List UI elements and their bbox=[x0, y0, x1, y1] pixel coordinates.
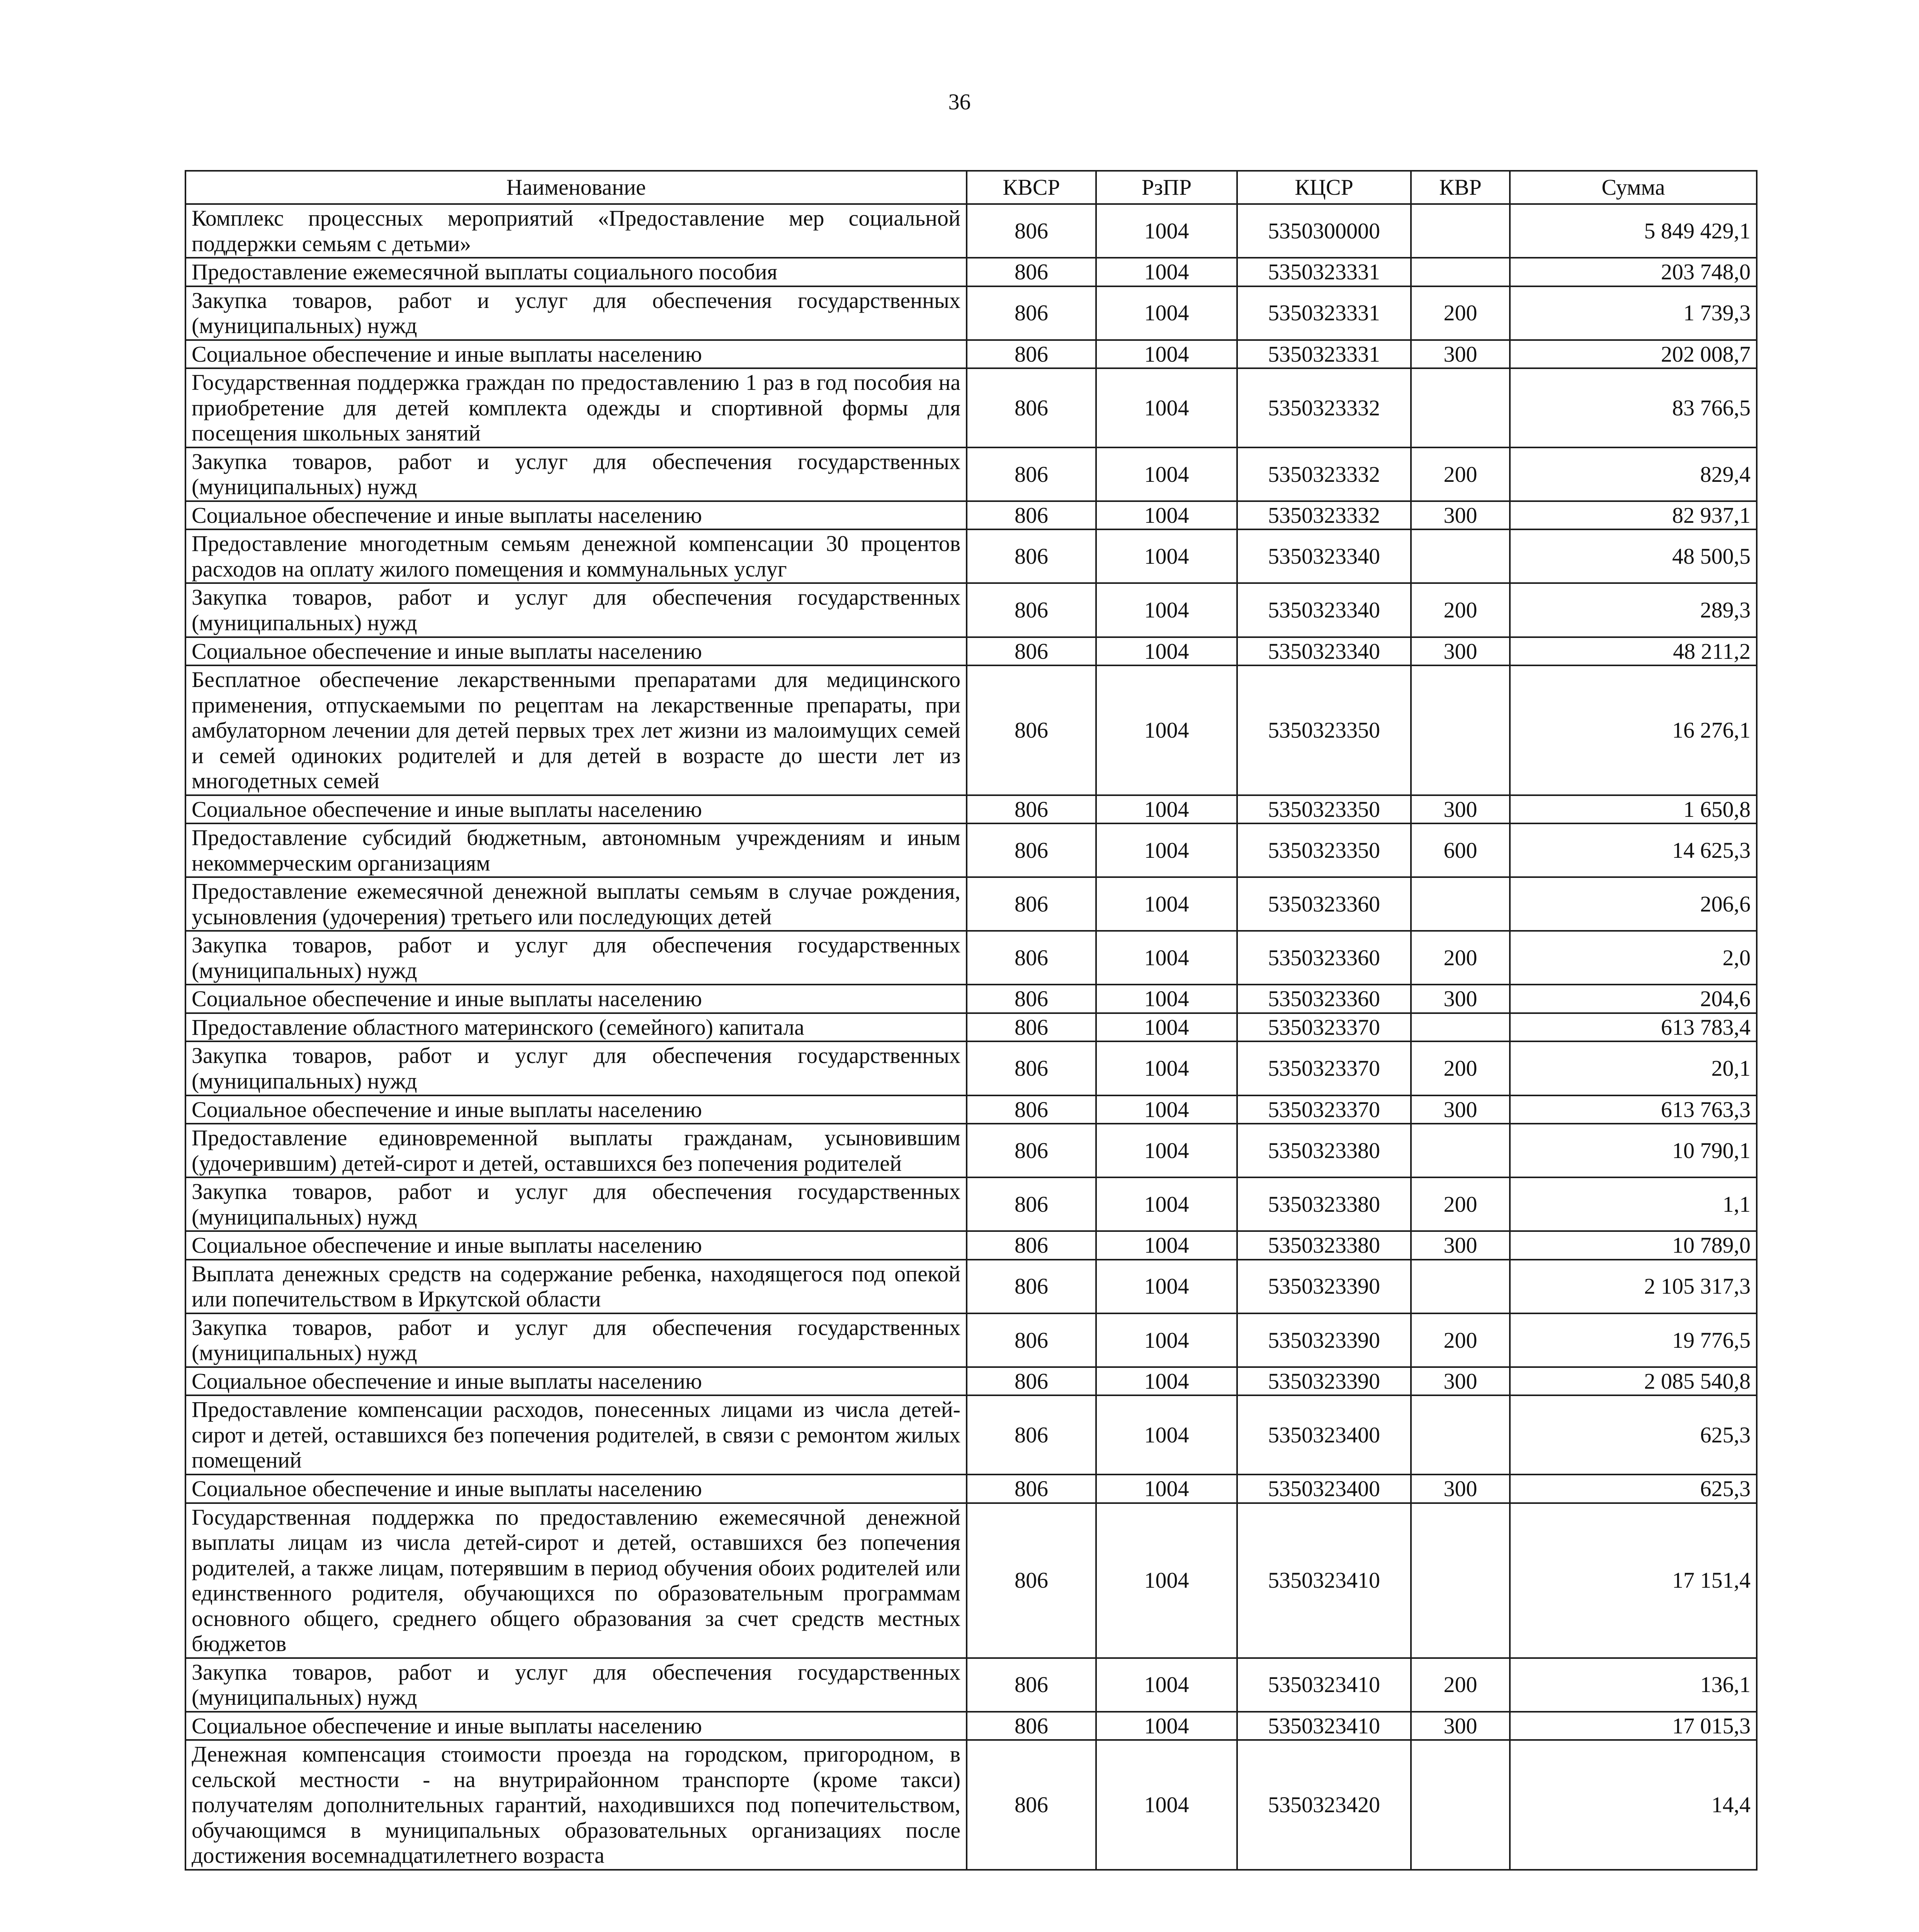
row-kvr bbox=[1411, 1740, 1510, 1870]
row-kvr: 200 bbox=[1411, 931, 1510, 985]
row-kcsr: 5350323331 bbox=[1237, 340, 1411, 369]
row-kvsr: 806 bbox=[967, 286, 1096, 340]
row-rzpr: 1004 bbox=[1096, 368, 1237, 447]
row-kvsr: 806 bbox=[967, 1475, 1096, 1503]
row-name: Предоставление ежемесячной денежной выплаты семьям в случае рождения, усыновления (удочерения) третьего или последующих детей bbox=[185, 877, 967, 931]
row-kcsr: 5350323340 bbox=[1237, 637, 1411, 666]
row-kvsr: 806 bbox=[967, 1367, 1096, 1396]
header-kvsr: КВСР bbox=[967, 171, 1096, 204]
row-sum: 289,3 bbox=[1510, 583, 1757, 637]
row-name: Социальное обеспечение и иные выплаты населению bbox=[185, 1367, 967, 1396]
row-kvr: 300 bbox=[1411, 1475, 1510, 1503]
row-kcsr: 5350323360 bbox=[1237, 931, 1411, 985]
row-rzpr: 1004 bbox=[1096, 1124, 1237, 1177]
row-sum: 20,1 bbox=[1510, 1041, 1757, 1095]
row-rzpr: 1004 bbox=[1096, 1313, 1237, 1367]
row-sum: 82 937,1 bbox=[1510, 501, 1757, 530]
row-kvr bbox=[1411, 1395, 1510, 1475]
row-kvr bbox=[1411, 1124, 1510, 1177]
row-name: Денежная компенсация стоимости проезда на городском, пригородном, в сельской местности - на внутрирайонном транспорте (кроме такси) получателям дополнительных гарантий, находившихся под попечительством, обучающимся в муниципальных образовательных организациях после достижения восемнадцатилетнего возраста bbox=[185, 1740, 967, 1870]
row-kvr: 300 bbox=[1411, 1367, 1510, 1396]
row-kvr: 300 bbox=[1411, 1712, 1510, 1740]
row-kcsr: 5350323350 bbox=[1237, 795, 1411, 824]
row-sum: 202 008,7 bbox=[1510, 340, 1757, 369]
row-rzpr: 1004 bbox=[1096, 1095, 1237, 1124]
table-row bbox=[185, 985, 1757, 1013]
row-rzpr: 1004 bbox=[1096, 665, 1237, 795]
row-kcsr: 5350323420 bbox=[1237, 1740, 1411, 1870]
table-row bbox=[185, 665, 1757, 795]
table-row bbox=[185, 340, 1757, 369]
table-row bbox=[185, 931, 1757, 985]
header-sum: Сумма bbox=[1510, 171, 1757, 204]
table-row bbox=[185, 1231, 1757, 1260]
row-kcsr: 5350323410 bbox=[1237, 1658, 1411, 1712]
row-kvsr: 806 bbox=[967, 1041, 1096, 1095]
row-kvsr: 806 bbox=[967, 1503, 1096, 1658]
row-name: Выплата денежных средств на содержание ребенка, находящегося под опекой или попечительством в Иркутской области bbox=[185, 1260, 967, 1313]
row-kvsr: 806 bbox=[967, 985, 1096, 1013]
row-name: Закупка товаров, работ и услуг для обеспечения государственных (муниципальных) нужд bbox=[185, 1177, 967, 1231]
row-kcsr: 5350323360 bbox=[1237, 985, 1411, 1013]
row-rzpr: 1004 bbox=[1096, 340, 1237, 369]
row-kvr bbox=[1411, 877, 1510, 931]
table-row bbox=[185, 583, 1757, 637]
table-row bbox=[185, 1313, 1757, 1367]
row-kvr bbox=[1411, 368, 1510, 447]
row-kvr bbox=[1411, 665, 1510, 795]
row-sum: 625,3 bbox=[1510, 1475, 1757, 1503]
page-number: 36 bbox=[948, 89, 971, 114]
table-row bbox=[185, 1177, 1757, 1231]
row-sum: 48 500,5 bbox=[1510, 529, 1757, 583]
row-name: Предоставление областного материнского (семейного) капитала bbox=[185, 1013, 967, 1042]
row-name: Закупка товаров, работ и услуг для обеспечения государственных (муниципальных) нужд bbox=[185, 1658, 967, 1712]
row-kvsr: 806 bbox=[967, 637, 1096, 666]
row-kcsr: 5350323410 bbox=[1237, 1712, 1411, 1740]
table-row bbox=[185, 286, 1757, 340]
table-row bbox=[185, 447, 1757, 501]
row-sum: 613 763,3 bbox=[1510, 1095, 1757, 1124]
table-row bbox=[185, 1475, 1757, 1503]
row-kcsr: 5350323350 bbox=[1237, 823, 1411, 877]
row-kcsr: 5350323332 bbox=[1237, 447, 1411, 501]
row-rzpr: 1004 bbox=[1096, 1740, 1237, 1870]
row-name: Социальное обеспечение и иные выплаты населению bbox=[185, 637, 967, 666]
row-kcsr: 5350323370 bbox=[1237, 1095, 1411, 1124]
table-row bbox=[185, 823, 1757, 877]
row-kvr: 300 bbox=[1411, 985, 1510, 1013]
row-kcsr: 5350323410 bbox=[1237, 1503, 1411, 1658]
row-kvr: 200 bbox=[1411, 1313, 1510, 1367]
row-rzpr: 1004 bbox=[1096, 985, 1237, 1013]
row-name: Бесплатное обеспечение лекарственными препаратами для медицинского применения, отпускаемыми по рецептам на лекарственные препараты, при амбулаторном лечении для детей первых трех лет жизни из малоимущих семей и семей одиноких родителей и для детей в возрасте до шести лет из многодетных семей bbox=[185, 665, 967, 795]
row-kvsr: 806 bbox=[967, 1658, 1096, 1712]
row-kvr: 200 bbox=[1411, 1041, 1510, 1095]
row-kcsr: 5350323350 bbox=[1237, 665, 1411, 795]
row-sum: 136,1 bbox=[1510, 1658, 1757, 1712]
row-name: Комплекс процессных мероприятий «Предоставление мер социальной поддержки семьям с детьми» bbox=[185, 204, 967, 258]
row-kcsr: 5350323360 bbox=[1237, 877, 1411, 931]
table-row bbox=[185, 1124, 1757, 1177]
row-kvr bbox=[1411, 1260, 1510, 1313]
row-sum: 14 625,3 bbox=[1510, 823, 1757, 877]
row-rzpr: 1004 bbox=[1096, 1475, 1237, 1503]
row-kvr: 200 bbox=[1411, 447, 1510, 501]
table-body bbox=[185, 204, 1757, 1870]
row-kvr bbox=[1411, 1013, 1510, 1042]
row-kvr bbox=[1411, 204, 1510, 258]
header-rzpr: РзПР bbox=[1096, 171, 1237, 204]
row-kcsr: 5350323331 bbox=[1237, 286, 1411, 340]
row-kvsr: 806 bbox=[967, 447, 1096, 501]
row-rzpr: 1004 bbox=[1096, 1013, 1237, 1042]
row-name: Предоставление ежемесячной выплаты социального пособия bbox=[185, 258, 967, 286]
row-name: Закупка товаров, работ и услуг для обеспечения государственных (муниципальных) нужд bbox=[185, 447, 967, 501]
row-sum: 17 151,4 bbox=[1510, 1503, 1757, 1658]
row-rzpr: 1004 bbox=[1096, 529, 1237, 583]
row-name: Закупка товаров, работ и услуг для обеспечения государственных (муниципальных) нужд bbox=[185, 583, 967, 637]
row-kvsr: 806 bbox=[967, 501, 1096, 530]
row-name: Социальное обеспечение и иные выплаты населению bbox=[185, 1231, 967, 1260]
row-kcsr: 5350323332 bbox=[1237, 368, 1411, 447]
row-kcsr: 5350323370 bbox=[1237, 1041, 1411, 1095]
row-kcsr: 5350323390 bbox=[1237, 1260, 1411, 1313]
row-sum: 206,6 bbox=[1510, 877, 1757, 931]
row-rzpr: 1004 bbox=[1096, 1260, 1237, 1313]
row-kvr: 200 bbox=[1411, 1177, 1510, 1231]
row-kvsr: 806 bbox=[967, 1095, 1096, 1124]
table-row bbox=[185, 1013, 1757, 1042]
row-kcsr: 5350323332 bbox=[1237, 501, 1411, 530]
row-name: Социальное обеспечение и иные выплаты населению bbox=[185, 340, 967, 369]
row-sum: 19 776,5 bbox=[1510, 1313, 1757, 1367]
table-row bbox=[185, 637, 1757, 666]
row-rzpr: 1004 bbox=[1096, 447, 1237, 501]
row-name: Социальное обеспечение и иные выплаты населению bbox=[185, 501, 967, 530]
row-sum: 2 085 540,8 bbox=[1510, 1367, 1757, 1396]
row-name: Закупка товаров, работ и услуг для обеспечения государственных (муниципальных) нужд bbox=[185, 1041, 967, 1095]
row-sum: 1 650,8 bbox=[1510, 795, 1757, 824]
row-name: Социальное обеспечение и иные выплаты населению bbox=[185, 1712, 967, 1740]
row-kcsr: 5350323400 bbox=[1237, 1475, 1411, 1503]
row-kcsr: 5350323331 bbox=[1237, 258, 1411, 286]
row-kvr bbox=[1411, 258, 1510, 286]
row-kvsr: 806 bbox=[967, 877, 1096, 931]
row-rzpr: 1004 bbox=[1096, 823, 1237, 877]
header-name: Наименование bbox=[185, 171, 967, 204]
row-sum: 16 276,1 bbox=[1510, 665, 1757, 795]
row-kvsr: 806 bbox=[967, 1740, 1096, 1870]
row-rzpr: 1004 bbox=[1096, 583, 1237, 637]
table-row bbox=[185, 1367, 1757, 1396]
table-row bbox=[185, 204, 1757, 258]
row-sum: 1 739,3 bbox=[1510, 286, 1757, 340]
row-kvsr: 806 bbox=[967, 583, 1096, 637]
table-row bbox=[185, 1095, 1757, 1124]
row-kvsr: 806 bbox=[967, 529, 1096, 583]
row-rzpr: 1004 bbox=[1096, 1231, 1237, 1260]
row-name: Закупка товаров, работ и услуг для обеспечения государственных (муниципальных) нужд bbox=[185, 931, 967, 985]
row-sum: 829,4 bbox=[1510, 447, 1757, 501]
row-sum: 625,3 bbox=[1510, 1395, 1757, 1475]
row-kvr: 300 bbox=[1411, 637, 1510, 666]
row-kvsr: 806 bbox=[967, 795, 1096, 824]
row-sum: 17 015,3 bbox=[1510, 1712, 1757, 1740]
budget-table bbox=[185, 170, 1758, 1871]
row-kvsr: 806 bbox=[967, 258, 1096, 286]
row-kvsr: 806 bbox=[967, 1313, 1096, 1367]
table-row bbox=[185, 368, 1757, 447]
row-kcsr: 5350323340 bbox=[1237, 583, 1411, 637]
row-name: Социальное обеспечение и иные выплаты населению bbox=[185, 795, 967, 824]
row-kvr: 200 bbox=[1411, 583, 1510, 637]
row-kvsr: 806 bbox=[967, 1177, 1096, 1231]
row-kvsr: 806 bbox=[967, 1013, 1096, 1042]
row-rzpr: 1004 bbox=[1096, 1041, 1237, 1095]
row-kvr: 200 bbox=[1411, 286, 1510, 340]
row-kvr: 300 bbox=[1411, 340, 1510, 369]
row-rzpr: 1004 bbox=[1096, 1177, 1237, 1231]
row-rzpr: 1004 bbox=[1096, 204, 1237, 258]
row-name: Закупка товаров, работ и услуг для обеспечения государственных (муниципальных) нужд bbox=[185, 286, 967, 340]
table-row bbox=[185, 501, 1757, 530]
row-rzpr: 1004 bbox=[1096, 795, 1237, 824]
row-kvsr: 806 bbox=[967, 823, 1096, 877]
row-sum: 5 849 429,1 bbox=[1510, 204, 1757, 258]
row-kvr: 200 bbox=[1411, 1658, 1510, 1712]
row-kcsr: 5350300000 bbox=[1237, 204, 1411, 258]
row-kvr: 300 bbox=[1411, 501, 1510, 530]
row-rzpr: 1004 bbox=[1096, 1712, 1237, 1740]
row-kvr bbox=[1411, 1503, 1510, 1658]
row-sum: 1,1 bbox=[1510, 1177, 1757, 1231]
table-row bbox=[185, 1740, 1757, 1870]
row-sum: 613 783,4 bbox=[1510, 1013, 1757, 1042]
row-kvr bbox=[1411, 529, 1510, 583]
row-name: Предоставление компенсации расходов, понесенных лицами из числа детей-сирот и детей, оставшихся без попечения родителей, в связи с ремонтом жилых помещений bbox=[185, 1395, 967, 1475]
table-row bbox=[185, 1712, 1757, 1740]
row-name: Социальное обеспечение и иные выплаты населению bbox=[185, 1475, 967, 1503]
row-kvsr: 806 bbox=[967, 665, 1096, 795]
row-name: Государственная поддержка по предоставлению ежемесячной денежной выплаты лицам из числа детей-сирот и детей, оставшихся без попечения родителей, а также лицам, потерявшим в период обучения обоих родителей или единственного родителя, обучающихся по образовательным программам основного общего, среднего общего образования за счет средств местных бюджетов bbox=[185, 1503, 967, 1658]
row-sum: 10 790,1 bbox=[1510, 1124, 1757, 1177]
row-name: Государственная поддержка граждан по предоставлению 1 раз в год пособия на приобретение для детей комплекта одежды и спортивной формы для посещения школьных занятий bbox=[185, 368, 967, 447]
row-kvsr: 806 bbox=[967, 1124, 1096, 1177]
row-kvsr: 806 bbox=[967, 1260, 1096, 1313]
row-kvsr: 806 bbox=[967, 340, 1096, 369]
header-kvr: КВР bbox=[1411, 171, 1510, 204]
table-row bbox=[185, 877, 1757, 931]
row-kvsr: 806 bbox=[967, 931, 1096, 985]
row-rzpr: 1004 bbox=[1096, 258, 1237, 286]
row-kvsr: 806 bbox=[967, 204, 1096, 258]
row-kcsr: 5350323340 bbox=[1237, 529, 1411, 583]
table-row bbox=[185, 1395, 1757, 1475]
row-kcsr: 5350323380 bbox=[1237, 1124, 1411, 1177]
table-header bbox=[185, 171, 1757, 204]
row-name: Предоставление многодетным семьям денежной компенсации 30 процентов расходов на оплату жилого помещения и коммунальных услуг bbox=[185, 529, 967, 583]
row-rzpr: 1004 bbox=[1096, 1395, 1237, 1475]
row-kvr: 300 bbox=[1411, 1231, 1510, 1260]
row-kvsr: 806 bbox=[967, 1712, 1096, 1740]
table-row bbox=[185, 1503, 1757, 1658]
row-rzpr: 1004 bbox=[1096, 1367, 1237, 1396]
table-row bbox=[185, 529, 1757, 583]
row-name: Социальное обеспечение и иные выплаты населению bbox=[185, 985, 967, 1013]
table-row bbox=[185, 795, 1757, 824]
row-kcsr: 5350323390 bbox=[1237, 1367, 1411, 1396]
header-kcsr: КЦСР bbox=[1237, 171, 1411, 204]
row-rzpr: 1004 bbox=[1096, 637, 1237, 666]
row-rzpr: 1004 bbox=[1096, 286, 1237, 340]
row-name: Социальное обеспечение и иные выплаты населению bbox=[185, 1095, 967, 1124]
row-kcsr: 5350323380 bbox=[1237, 1177, 1411, 1231]
row-rzpr: 1004 bbox=[1096, 1658, 1237, 1712]
row-sum: 2,0 bbox=[1510, 931, 1757, 985]
row-rzpr: 1004 bbox=[1096, 501, 1237, 530]
row-kvsr: 806 bbox=[967, 1231, 1096, 1260]
table-row bbox=[185, 1041, 1757, 1095]
row-name: Предоставление единовременной выплаты гражданам, усыновившим (удочерившим) детей-сирот и детей, оставшихся без попечения родителей bbox=[185, 1124, 967, 1177]
row-kvr: 600 bbox=[1411, 823, 1510, 877]
row-sum: 203 748,0 bbox=[1510, 258, 1757, 286]
row-kcsr: 5350323370 bbox=[1237, 1013, 1411, 1042]
row-sum: 2 105 317,3 bbox=[1510, 1260, 1757, 1313]
table-row bbox=[185, 1658, 1757, 1712]
row-rzpr: 1004 bbox=[1096, 877, 1237, 931]
row-name: Закупка товаров, работ и услуг для обеспечения государственных (муниципальных) нужд bbox=[185, 1313, 967, 1367]
header-row bbox=[185, 171, 1757, 204]
row-kcsr: 5350323400 bbox=[1237, 1395, 1411, 1475]
row-kvsr: 806 bbox=[967, 1395, 1096, 1475]
row-kvr: 300 bbox=[1411, 1095, 1510, 1124]
row-sum: 83 766,5 bbox=[1510, 368, 1757, 447]
row-sum: 48 211,2 bbox=[1510, 637, 1757, 666]
table-row bbox=[185, 258, 1757, 286]
row-kvsr: 806 bbox=[967, 368, 1096, 447]
row-kvr: 300 bbox=[1411, 795, 1510, 824]
row-rzpr: 1004 bbox=[1096, 931, 1237, 985]
row-name: Предоставление субсидий бюджетным, автономным учреждениям и иным некоммерческим организациям bbox=[185, 823, 967, 877]
row-kcsr: 5350323380 bbox=[1237, 1231, 1411, 1260]
row-sum: 10 789,0 bbox=[1510, 1231, 1757, 1260]
row-kcsr: 5350323390 bbox=[1237, 1313, 1411, 1367]
row-sum: 204,6 bbox=[1510, 985, 1757, 1013]
table-row bbox=[185, 1260, 1757, 1313]
row-sum: 14,4 bbox=[1510, 1740, 1757, 1870]
row-rzpr: 1004 bbox=[1096, 1503, 1237, 1658]
